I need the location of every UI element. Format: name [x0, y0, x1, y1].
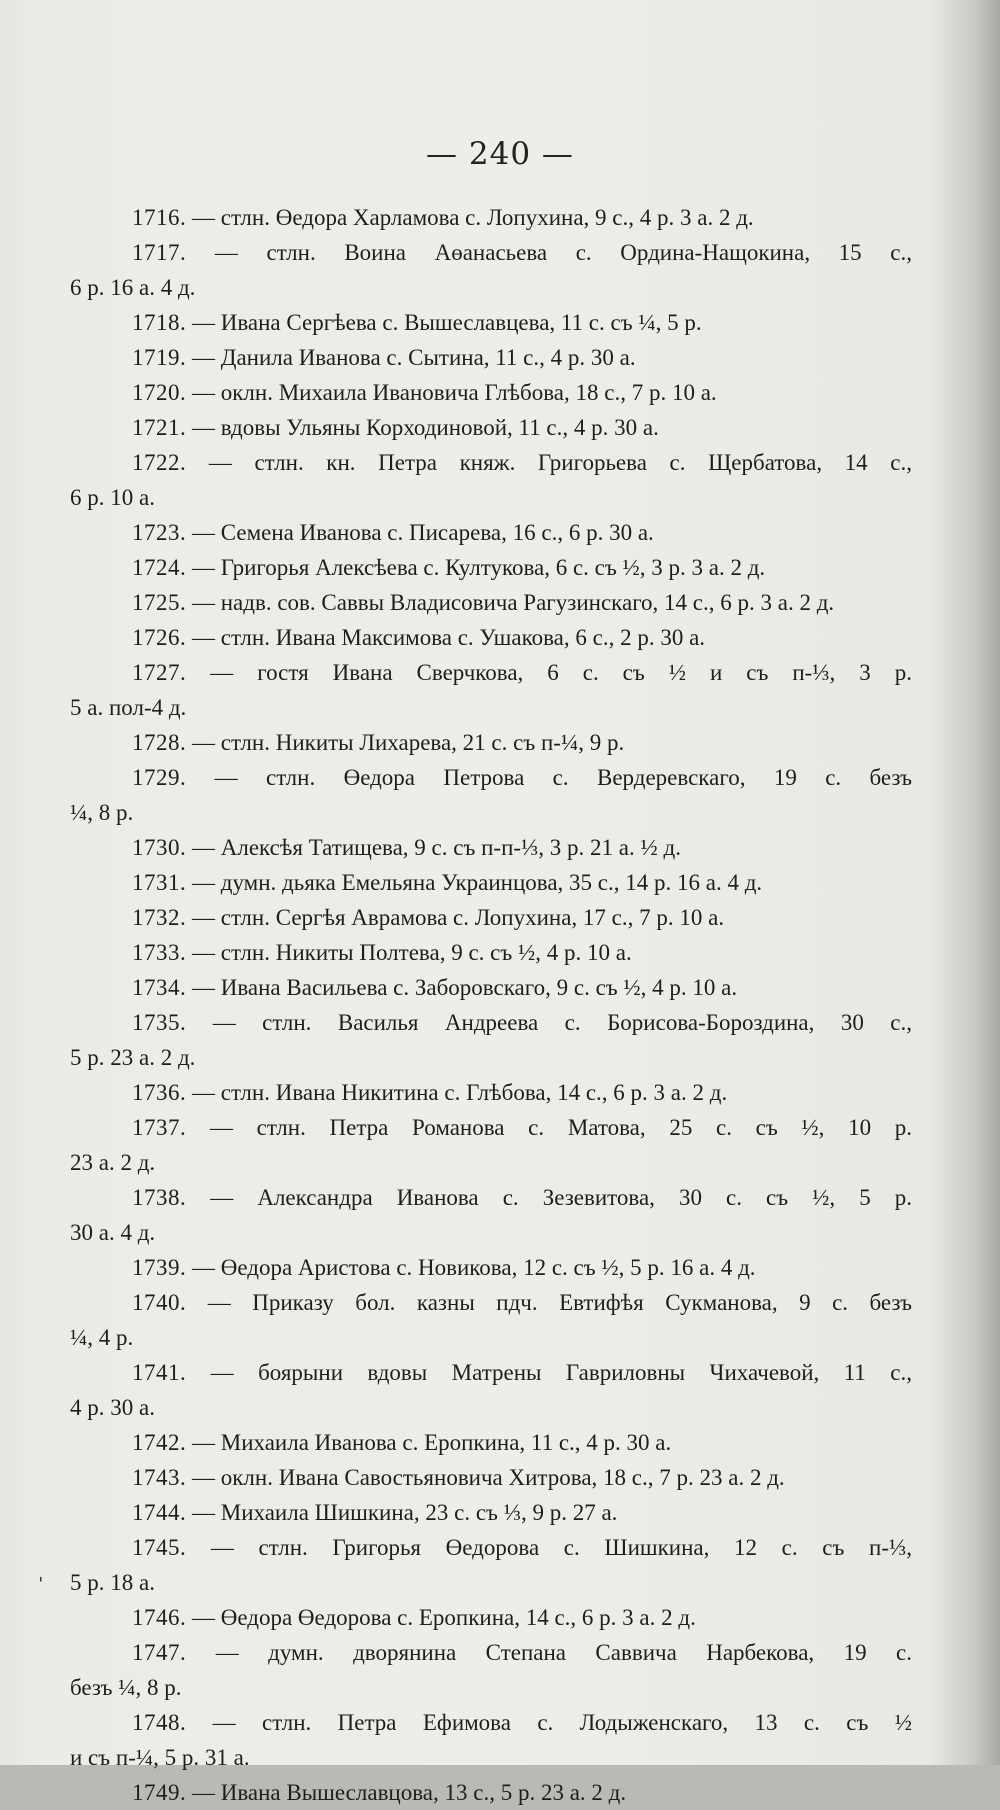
entry-continuation-line	[70, 270, 912, 305]
list-item	[70, 1705, 912, 1775]
entry-text: 30 а. 4 д.	[70, 1220, 156, 1245]
entry-text: — Данила Иванова с. Сытина, 11 с., 4 р. 30 а.	[192, 345, 636, 370]
entry-line	[70, 235, 912, 270]
entry-continuation-line	[70, 1215, 912, 1250]
entry-line	[70, 935, 912, 970]
entry-number: 1747.	[132, 1640, 187, 1665]
entry-text: 5 р. 23 а. 2 д.	[70, 1045, 196, 1070]
entry-text: — Семена Иванова с. Писарева, 16 с., 6 р. 30 а.	[192, 520, 654, 545]
entry-number: 1744.	[132, 1500, 187, 1525]
entry-number: 1748.	[132, 1710, 187, 1735]
entry-line	[70, 1180, 912, 1215]
entry-line	[70, 305, 912, 340]
list-item	[70, 410, 912, 445]
entry-number: 1726.	[132, 625, 187, 650]
entry-line	[70, 1250, 912, 1285]
entry-number: 1741.	[132, 1360, 187, 1385]
list-item	[70, 865, 912, 900]
list-item	[70, 1250, 912, 1285]
entry-text: — вдовы Ульяны Корходиновой, 11 с., 4 р. 30 а.	[192, 415, 659, 440]
entry-line	[70, 830, 912, 865]
entry-text: 23 а. 2 д.	[70, 1150, 156, 1175]
entry-continuation-line	[70, 1320, 912, 1355]
entry-text: — Ивана Сергѣева с. Вышеславцева, 11 с. съ ¼, 5 р.	[192, 310, 702, 335]
list-item	[70, 725, 912, 760]
entry-text: — Александра Иванова с. Зезевитова, 30 с. съ ½, 5 р.	[210, 1185, 912, 1210]
entry-text: — думн. дьяка Емельяна Украинцова, 35 с., 14 р. 16 а. 4 д.	[192, 870, 763, 895]
entry-line	[70, 620, 912, 655]
entry-number: 1716.	[132, 205, 187, 230]
entry-line	[70, 375, 912, 410]
entry-text: — Михаила Иванова с. Еропкина, 11 с., 4 р. 30 а.	[192, 1430, 672, 1455]
entry-line	[70, 1110, 912, 1145]
entry-text: — стлн. Григорья Өедорова с. Шишкина, 12 с. съ п-⅓,	[210, 1535, 913, 1560]
entry-number: 1749.	[132, 1780, 187, 1805]
entry-text: — боярыни вдовы Матрены Гавриловны Чихачевой, 11 с.,	[210, 1360, 912, 1385]
entry-text: — стлн. Өедора Харламова с. Лопухина, 9 с., 4 р. 3 а. 2 д.	[192, 205, 754, 230]
entry-text: ¼, 8 р.	[70, 800, 134, 825]
entry-line	[70, 1005, 912, 1040]
entry-text: 6 р. 10 а.	[70, 485, 155, 510]
entry-text: — стлн. Петра Романова с. Матова, 25 с. съ ½, 10 р.	[209, 1115, 913, 1140]
entry-text: — стлн. кн. Петра княж. Григорьева с. Щербатова, 14 с.,	[208, 450, 912, 475]
entry-number: 1722.	[132, 450, 187, 475]
list-item	[70, 1355, 912, 1425]
entry-text: — гостя Ивана Сверчкова, 6 с. съ ½ и съ п-⅓, 3 р.	[210, 660, 913, 685]
entry-text: — думн. дворянина Степана Саввича Нарбекова, 19 с.	[215, 1640, 913, 1665]
entry-number: 1736.	[132, 1080, 187, 1105]
list-item	[70, 1180, 912, 1250]
entry-list	[70, 200, 912, 1810]
entry-line	[70, 865, 912, 900]
entry-line	[70, 970, 912, 1005]
entry-continuation-line	[70, 1390, 912, 1425]
list-item	[70, 830, 912, 865]
list-item	[70, 1635, 912, 1705]
entry-number: 1727.	[132, 660, 187, 685]
entry-line	[70, 1705, 912, 1740]
entry-text: — Өедора Өедорова с. Еропкина, 14 с., 6 р. 3 а. 2 д.	[192, 1605, 696, 1630]
entry-text: — надв. сов. Саввы Владисовича Рагузинскаго, 14 с., 6 р. 3 а. 2 д.	[192, 590, 835, 615]
entry-text: — стлн. Сергѣя Аврамова с. Лопухина, 17 с., 7 р. 10 а.	[192, 905, 725, 930]
entry-continuation-line	[70, 795, 912, 830]
entry-text: — стлн. Петра Ефимова с. Лодыженскаго, 13 с. съ ½	[212, 1710, 912, 1735]
list-item	[70, 1775, 912, 1810]
entry-number: 1738.	[132, 1185, 187, 1210]
entry-number: 1725.	[132, 590, 187, 615]
list-item	[70, 200, 912, 235]
entry-text: — стлн. Өедора Петрова с. Вердеревскаго, 19 с. безъ	[214, 765, 912, 790]
entry-number: 1731.	[132, 870, 187, 895]
entry-number: 1732.	[132, 905, 187, 930]
entry-continuation-line	[70, 1740, 912, 1775]
entry-line	[70, 1530, 912, 1565]
list-item	[70, 935, 912, 970]
entry-number: 1724.	[132, 555, 187, 580]
entry-text: 5 р. 18 а.	[70, 1570, 155, 1595]
entry-continuation-line	[70, 1145, 912, 1180]
list-item	[70, 375, 912, 410]
entry-number: 1746.	[132, 1605, 187, 1630]
entry-text: 4 р. 30 а.	[70, 1395, 155, 1420]
list-item	[70, 585, 912, 620]
entry-text: — оклн. Михаила Ивановича Глѣбова, 18 с., 7 р. 10 а.	[192, 380, 717, 405]
entry-text: ¼, 4 р.	[70, 1325, 134, 1350]
entry-text: — Григорья Алексѣева с. Култукова, 6 с. съ ½, 3 р. 3 а. 2 д.	[192, 555, 766, 580]
entry-line	[70, 900, 912, 935]
entry-line	[70, 655, 912, 690]
list-item	[70, 235, 912, 305]
entry-text: — Ивана Вышеславцова, 13 с., 5 р. 23 а. 2 д.	[192, 1780, 627, 1805]
entry-line	[70, 1285, 912, 1320]
entry-text: — стлн. Воина Аөанасьева с. Ордина-Нащокина, 15 с.,	[214, 240, 913, 265]
entry-number: 1717.	[132, 240, 187, 265]
entry-text: 5 а. пол-4 д.	[70, 695, 187, 720]
entry-number: 1742.	[132, 1430, 187, 1455]
entry-number: 1719.	[132, 345, 187, 370]
entry-text: — стлн. Василья Андреева с. Борисова-Бороздина, 30 с.,	[212, 1010, 913, 1035]
list-item	[70, 305, 912, 340]
entry-continuation-line	[70, 1565, 912, 1600]
margin-mark: ˌ	[38, 1560, 44, 1584]
entry-text: — Ивана Васильева с. Заборовскаго, 9 с. съ ½, 4 р. 10 а.	[192, 975, 738, 1000]
list-item	[70, 445, 912, 515]
entry-continuation-line	[70, 690, 912, 725]
entry-number: 1728.	[132, 730, 187, 755]
entry-text: 6 р. 16 а. 4 д.	[70, 275, 196, 300]
entry-line	[70, 1425, 912, 1460]
list-item	[70, 760, 912, 830]
list-item	[70, 515, 912, 550]
page-number: — 240 —	[426, 136, 574, 172]
entry-continuation-line	[70, 1670, 912, 1705]
entry-text: — Приказу бол. казны пдч. Евтифѣя Сукманова, 9 с. безъ	[207, 1290, 913, 1315]
entry-line	[70, 515, 912, 550]
entry-number: 1734.	[132, 975, 187, 1000]
entry-line	[70, 445, 912, 480]
entry-text: — стлн. Ивана Максимова с. Ушакова, 6 с., 2 р. 30 а.	[192, 625, 706, 650]
entry-text: — стлн. Никиты Полтева, 9 с. съ ½, 4 р. 10 а.	[192, 940, 632, 965]
entry-line	[70, 550, 912, 585]
entry-number: 1735.	[132, 1010, 187, 1035]
entry-text: — Михаила Шишкина, 23 с. съ ⅓, 9 р. 27 а.	[192, 1500, 618, 1525]
entry-line	[70, 1355, 912, 1390]
entry-number: 1730.	[132, 835, 187, 860]
entry-number: 1718.	[132, 310, 187, 335]
entry-number: 1720.	[132, 380, 187, 405]
entry-text: безъ ¼, 8 р.	[70, 1675, 182, 1700]
entry-line	[70, 725, 912, 760]
entry-number: 1743.	[132, 1465, 187, 1490]
entry-number: 1745.	[132, 1535, 187, 1560]
list-item	[70, 1425, 912, 1460]
entry-line	[70, 1495, 912, 1530]
entry-line	[70, 1775, 912, 1810]
list-item	[70, 1005, 912, 1075]
entry-number: 1740.	[132, 1290, 187, 1315]
entry-line	[70, 1460, 912, 1495]
entry-continuation-line	[70, 480, 912, 515]
entry-text: — оклн. Ивана Савостьяновича Хитрова, 18 с., 7 р. 23 а. 2 д.	[192, 1465, 785, 1490]
list-item	[70, 655, 912, 725]
entry-line	[70, 340, 912, 375]
entry-line	[70, 1600, 912, 1635]
entry-line	[70, 760, 912, 795]
list-item	[70, 970, 912, 1005]
list-item	[70, 1530, 912, 1600]
entry-text: — стлн. Ивана Никитина с. Глѣбова, 14 с., 6 р. 3 а. 2 д.	[192, 1080, 728, 1105]
list-item	[70, 1495, 912, 1530]
entry-line	[70, 1635, 912, 1670]
list-item	[70, 340, 912, 375]
list-item	[70, 1600, 912, 1635]
entry-continuation-line	[70, 1040, 912, 1075]
entry-line	[70, 200, 912, 235]
list-item	[70, 1285, 912, 1355]
entry-line	[70, 410, 912, 445]
entry-number: 1729.	[132, 765, 187, 790]
entry-line	[70, 1075, 912, 1110]
entry-number: 1733.	[132, 940, 187, 965]
list-item	[70, 1110, 912, 1180]
entry-number: 1721.	[132, 415, 187, 440]
list-item	[70, 1075, 912, 1110]
entry-number: 1739.	[132, 1255, 187, 1280]
entry-text: — стлн. Никиты Лихарева, 21 с. съ п-¼, 9 р.	[192, 730, 625, 755]
entry-line	[70, 585, 912, 620]
entry-text: — Өедора Аристова с. Новикова, 12 с. съ ½, 5 р. 16 а. 4 д.	[192, 1255, 756, 1280]
list-item	[70, 900, 912, 935]
list-item	[70, 620, 912, 655]
list-item	[70, 550, 912, 585]
entry-text: и съ п-¼, 5 р. 31 а.	[70, 1745, 250, 1770]
entry-text: — Алексѣя Татищева, 9 с. съ п-п-⅓, 3 р. 21 а. ½ д.	[192, 835, 681, 860]
entry-number: 1737.	[132, 1115, 187, 1140]
entry-number: 1723.	[132, 520, 187, 545]
list-item	[70, 1460, 912, 1495]
